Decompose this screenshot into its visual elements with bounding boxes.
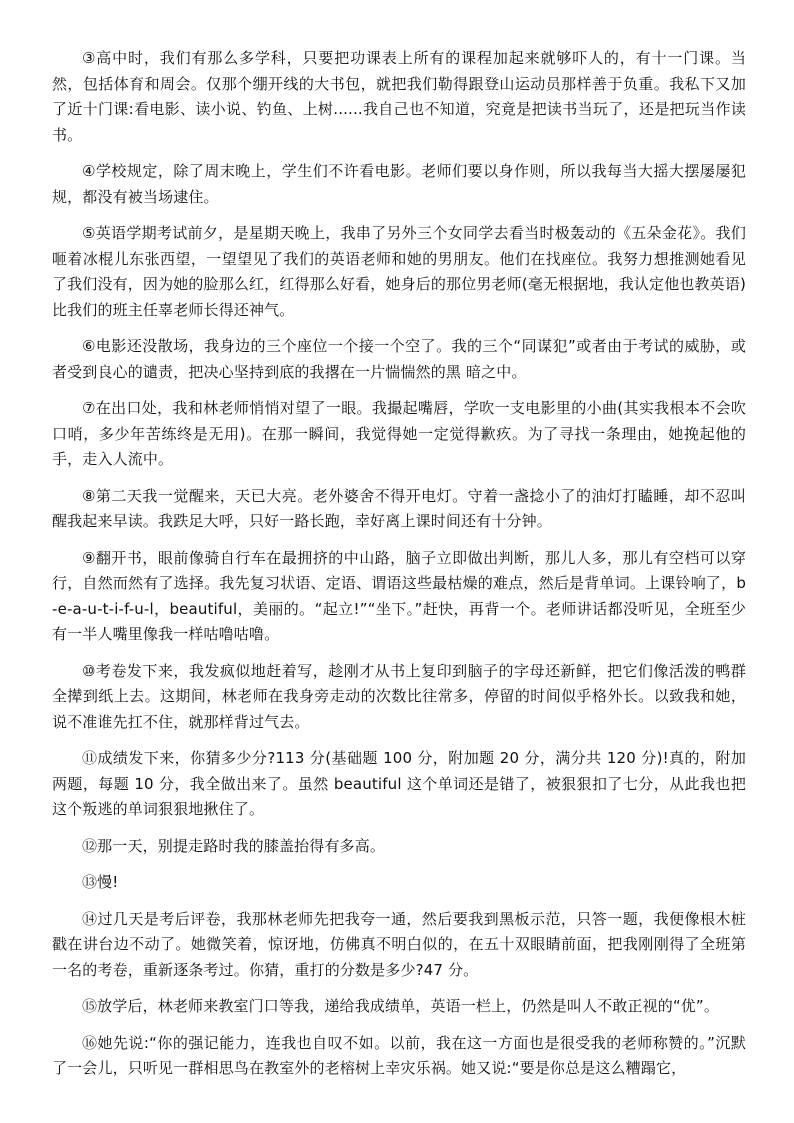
paragraph-5: ⑤英语学期考试前夕，是星期天晚上，我串了另外三个女同学去看当时极轰动的《五朵金花》。我们咂着冰棍儿东张西望，一望望见了我们的英语老师和她的男朋友。他们在找座位。我努力想推测她看见了我们没有，因为她的脸那么红，红得那么好看，她身后的那位男老师(毫无根据地，我认定他也教英语)比我们的班主任辜老师长得还神气。 [52, 224, 746, 319]
paragraph-15: ⑮放学后，林老师来教室门口等我，递给我成绩单，英语一栏上，仍然是叫人不敢正视的“优”。 [82, 997, 719, 1015]
paragraph-13: ⑬慢! [82, 873, 119, 891]
paragraph-7: ⑦在出口处，我和林老师悄悄对望了一眼。我撮起嘴唇，学吹一支电影里的小曲(其实我根本不会吹口哨，多少年苦练终是无用)。在那一瞬间，我觉得她一定觉得歉疚。为了寻找一条理由，她挽起他的手，走入人流中。 [52, 399, 746, 468]
paragraph-9: ⑨翻开书，眼前像骑自行车在最拥挤的中山路，脑子立即做出判断，那儿人多，那儿有空档可以穿行，自然而然有了选择。我先复习状语、定语、谓语这些最枯燥的难点，然后是背单词。上课铃响了，b-e-a-u-t-i-f-u-l，beautiful，美丽的。“起立!”“坐下。”赶快，再背一个。老师讲话都没听见，全班至少有一半人嘴里像我一样咕噜咕噜。 [52, 548, 746, 643]
paragraph-4: ④学校规定，除了周末晚上，学生们不许看电影。老师们要以身作则，所以我每当大摇大摆屡屡犯规，都没有被当场逮住。 [52, 162, 746, 206]
paragraph-14: ⑭过几天是考后评卷，我那林老师先把我夸一通，然后要我到黑板示范，只答一题，我便像根木桩戳在讲台边不动了。她微笑着，惊讶地，仿佛真不明白似的，在五十双眼睛前面，把我刚刚得了全班第一名的考卷，重新逐条考过。你猜，重打的分数是多少?47 分。 [52, 909, 746, 979]
paragraph-8: ⑧第二天我一觉醒来，天已大亮。老外婆舍不得开电灯。守着一盏捻小了的油灯打瞌睡，却不忍叫醒我起来早读。我跌足大呼，只好一路长跑，幸好离上课时间还有十分钟。 [52, 486, 746, 530]
paragraph-6: ⑥电影还没散场，我身边的三个座位一个接一个空了。我的三个“同谋犯”或者由于考试的威胁，或者受到良心的谴责，把决心坚持到底的我撂在一片惴惴然的黑 暗之中。 [52, 337, 746, 381]
paragraph-16: ⑯她先说:“你的强记能力，连我也自叹不如。以前，我在这一方面也是很受我的老师称赞的。”沉默了一会儿，只听见一群相思鸟在教室外的老榕树上幸灾乐祸。她又说:“要是你总是这么糟蹋它， [52, 1033, 746, 1077]
paragraph-3: ③高中时，我们有那么多学科，只要把功课表上所有的课程加起来就够吓人的，有十一门课。当然，包括体育和周会。仅那个绷开线的大书包，就把我们勒得跟登山运动员那样善于负重。我私下又加了近十门课:看电影、读小说、钓鱼、上树......我自己也不知道，究竟是把读书当玩了，还是把玩当作读书。 [52, 49, 746, 144]
paragraph-11: ⑪成绩发下来，你猜多少分?113 分(基础题 100 分，附加题 20 分，满分共 120 分)!真的，附加两题，每题 10 分，我全做出来了。虽然 beautiful 这个单词还是错了，被狠狠扣了七分，从此我也把这个叛逃的单词狠狠地揪住了。 [52, 749, 746, 818]
article-body [52, 46, 746, 1093]
paragraph-12: ⑫那一天，别提走路时我的膝盖抬得有多高。 [82, 836, 386, 855]
paragraph-10: ⑩考卷发下来，我发疯似地赶着写，趁刚才从书上复印到脑子的字母还新鲜，把它们像活泼的鸭群全撵到纸上去。这期间，林老师在我身旁走动的次数比往常多，停留的时间似乎格外长。以致我和她，说不准谁先扛不住，就那样背过气去。 [52, 661, 746, 731]
